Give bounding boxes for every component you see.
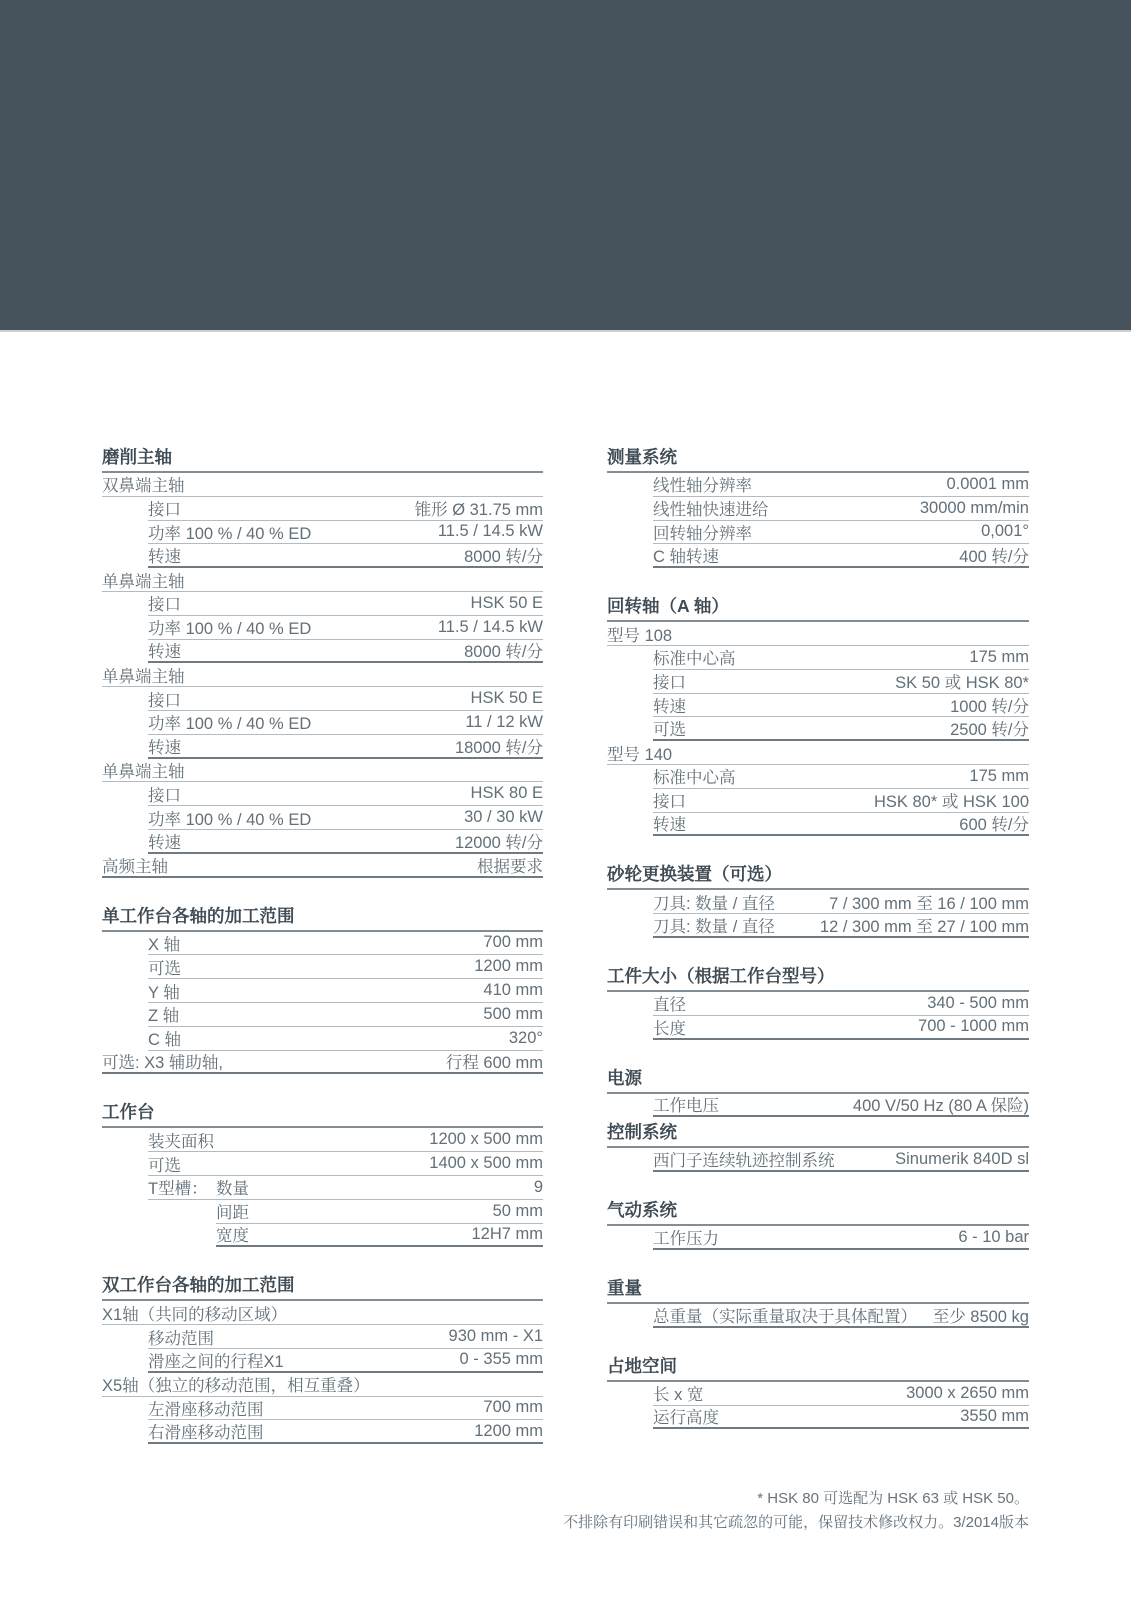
- footnotes: [563, 1487, 1029, 1534]
- spec-section: [607, 966, 1029, 1040]
- section-title: 回转轴（A 轴）: [607, 596, 1029, 622]
- spec-row: [653, 813, 1029, 837]
- section-title: 磨削主轴: [102, 447, 543, 473]
- row-label-prefix: T型槽：: [148, 1180, 208, 1199]
- row-label: 接口: [653, 793, 686, 812]
- row-value: 锥形 Ø 31.75 mm: [414, 501, 543, 520]
- spec-row: [653, 670, 1029, 694]
- spec-row: [607, 622, 1029, 646]
- spec-row: [148, 1349, 543, 1373]
- row-label: 总重量（实际重量取决于具体配置）: [653, 1307, 917, 1326]
- row-value: 8000 转/分: [464, 548, 543, 567]
- spec-row: [148, 640, 543, 664]
- row-value: 9: [533, 1177, 543, 1196]
- section-title: 测量系统: [607, 447, 1029, 473]
- row-label: 直径: [653, 996, 686, 1015]
- row-label: 可选: [148, 959, 181, 978]
- spec-row: [653, 521, 1029, 545]
- spec-row: [148, 955, 543, 979]
- spec-row: [102, 1373, 543, 1397]
- spec-section: [607, 1122, 1029, 1172]
- row-value: 0,001°: [981, 522, 1029, 541]
- spec-row: [148, 1420, 543, 1444]
- row-label: C 轴: [148, 1031, 181, 1050]
- spec-row: [148, 932, 543, 956]
- spec-row: [653, 1226, 1029, 1250]
- row-label: 接口: [148, 596, 181, 615]
- spec-row: [653, 717, 1029, 741]
- row-value: 11 / 12 kW: [465, 712, 543, 731]
- row-label: 转速: [148, 738, 181, 757]
- row-value: 根据要求: [477, 857, 543, 876]
- spec-row: [102, 1301, 543, 1325]
- section-title: 控制系统: [607, 1122, 1029, 1148]
- row-value: HSK 50 E: [470, 689, 543, 708]
- spec-row: [653, 646, 1029, 670]
- row-value: 6 - 10 bar: [958, 1227, 1029, 1246]
- row-label: 单鼻端主轴: [102, 667, 185, 686]
- row-value: 11.5 / 14.5 kW: [437, 522, 543, 541]
- footnote-disclaimer: 不排除有印刷错误和其它疏忽的可能，保留技术修改权力。3/2014版本: [563, 1513, 1029, 1531]
- row-value: 30000 mm/min: [919, 498, 1029, 517]
- row-label: 装夹面积: [148, 1132, 214, 1151]
- row-value: 12H7 mm: [471, 1224, 543, 1243]
- spec-row: [148, 1003, 543, 1027]
- row-value: 12 / 300 mm 至 27 / 100 mm: [819, 918, 1029, 937]
- spec-row: [148, 711, 543, 735]
- section-title: 工作台: [102, 1102, 543, 1128]
- row-label: X 轴: [148, 935, 181, 954]
- row-value: 175 mm: [969, 766, 1029, 785]
- row-label: C 轴转速: [653, 548, 719, 567]
- spec-row: [148, 616, 543, 640]
- row-label: 标准中心高: [653, 769, 736, 788]
- spec-row: [216, 1200, 543, 1224]
- row-label: 间距: [216, 1204, 249, 1223]
- section-title: 双工作台各轴的加工范围: [102, 1275, 543, 1301]
- spec-row: [148, 782, 543, 806]
- row-label: 左滑座移动范围: [148, 1400, 264, 1419]
- row-label: 宽度: [216, 1227, 249, 1246]
- spec-row: [148, 521, 543, 545]
- spec-row: [653, 473, 1029, 497]
- spec-row: [102, 1051, 543, 1075]
- spec-row: [653, 694, 1029, 718]
- row-value: 50 mm: [492, 1201, 543, 1220]
- row-label: 高频主轴: [102, 857, 168, 876]
- row-value: 11.5 / 14.5 kW: [437, 617, 543, 636]
- row-value: 1400 x 500 mm: [429, 1154, 543, 1173]
- row-value: 2500 转/分: [950, 721, 1029, 740]
- row-value: SK 50 或 HSK 80*: [895, 674, 1029, 693]
- spec-row: [148, 830, 543, 854]
- row-value: 340 - 500 mm: [927, 993, 1029, 1012]
- row-label: 单鼻端主轴: [102, 762, 185, 781]
- section-title: 占地空间: [607, 1356, 1029, 1382]
- row-label: 工作压力: [653, 1230, 719, 1249]
- row-value: 700 mm: [483, 1398, 543, 1417]
- row-value: 0.0001 mm: [946, 474, 1029, 493]
- row-value: HSK 80 E: [470, 784, 543, 803]
- row-value: Sinumerik 840D sl: [895, 1149, 1029, 1168]
- spec-row: [148, 544, 543, 568]
- spec-row: [148, 979, 543, 1003]
- column-left: [102, 447, 543, 1444]
- row-label: 线性轴分辨率: [653, 477, 752, 496]
- row-label: 运行高度: [653, 1409, 719, 1428]
- spec-row: [102, 568, 543, 592]
- spec-row: [653, 1148, 1029, 1172]
- row-value: 12000 转/分: [454, 833, 543, 852]
- spec-section: [607, 1068, 1029, 1118]
- spec-row: [148, 1325, 543, 1349]
- spec-row: [653, 544, 1029, 568]
- spec-section: [607, 1200, 1029, 1250]
- spec-row: [653, 1406, 1029, 1430]
- row-label: 线性轴快速进给: [653, 501, 769, 520]
- row-value: 3550 mm: [960, 1406, 1029, 1425]
- row-value: 30 / 30 kW: [464, 808, 543, 827]
- row-label: 接口: [148, 786, 181, 805]
- row-value: 1200 mm: [474, 1421, 543, 1440]
- row-value: 700 - 1000 mm: [918, 1017, 1029, 1036]
- row-value: 至少 8500 kg: [932, 1307, 1029, 1326]
- row-value: 500 mm: [483, 1004, 543, 1023]
- row-label: 转速: [148, 833, 181, 852]
- spec-row: [148, 806, 543, 830]
- spec-row: [148, 1397, 543, 1421]
- row-label: X1轴（共同的移动区域）: [102, 1305, 288, 1324]
- spec-row: [653, 914, 1029, 938]
- row-label: 回转轴分辨率: [653, 525, 752, 543]
- spec-row: [653, 1304, 1029, 1328]
- row-label: 接口: [653, 674, 686, 693]
- row-label: 可选: [653, 721, 686, 740]
- row-label: 长度: [653, 1019, 686, 1038]
- section-title: 砂轮更换装置（可选）: [607, 864, 1029, 890]
- spec-section: [102, 1275, 543, 1444]
- spec-row: [102, 663, 543, 687]
- row-label: 功率 100 % / 40 % ED: [148, 715, 312, 734]
- spec-section: [102, 906, 543, 1075]
- row-label: 接口: [148, 691, 181, 710]
- row-label: 转速: [653, 697, 686, 716]
- spec-row: [653, 789, 1029, 813]
- row-label: 滑座之间的行程X1: [148, 1352, 284, 1371]
- row-label: 单鼻端主轴: [102, 572, 185, 591]
- row-value: 400 V/50 Hz (80 A 保险): [852, 1097, 1029, 1116]
- row-label: 转速: [148, 643, 181, 662]
- section-title: 电源: [607, 1068, 1029, 1094]
- row-value: 7 / 300 mm 至 16 / 100 mm: [829, 894, 1029, 913]
- spec-row: [148, 592, 543, 616]
- row-label: 转速: [148, 548, 181, 567]
- spec-section: [607, 1278, 1029, 1328]
- spec-row: [148, 1027, 543, 1051]
- section-title: 气动系统: [607, 1200, 1029, 1226]
- spec-row: [102, 759, 543, 783]
- footnote-hsk: * HSK 80 可选配为 HSK 63 或 HSK 50。: [757, 1490, 1029, 1507]
- row-value: 1200 x 500 mm: [429, 1130, 543, 1149]
- spec-row: [653, 765, 1029, 789]
- row-label: 标准中心高: [653, 650, 736, 669]
- spec-row: [607, 741, 1029, 765]
- section-title: 工件大小（根据工作台型号）: [607, 966, 1029, 992]
- spec-row: [148, 497, 543, 521]
- row-value: 1200 mm: [474, 957, 543, 976]
- row-label: 长 x 宽: [653, 1386, 704, 1405]
- row-label: 刀具: 数量 / 直径: [653, 894, 775, 913]
- row-label: Y 轴: [148, 983, 180, 1002]
- row-value: HSK 50 E: [470, 593, 543, 612]
- row-label: 功率 100 % / 40 % ED: [148, 810, 312, 829]
- row-label: 型号 140: [607, 745, 673, 764]
- row-value: 行程 600 mm: [445, 1054, 543, 1073]
- section-title: 重量: [607, 1278, 1029, 1304]
- row-value: 1000 转/分: [950, 697, 1029, 716]
- spec-section: [607, 864, 1029, 938]
- row-value: 930 mm - X1: [448, 1327, 543, 1345]
- row-label: 可选: [148, 1156, 181, 1175]
- row-label: 功率 100 % / 40 % ED: [148, 525, 312, 543]
- spec-row: [148, 1128, 543, 1152]
- spec-row: [653, 890, 1029, 914]
- spec-row: [102, 854, 543, 878]
- spec-row: [216, 1224, 543, 1248]
- spec-section: [102, 447, 543, 878]
- row-label: 移动范围: [148, 1329, 214, 1348]
- row-value: 400 转/分: [959, 548, 1029, 567]
- section-title: 单工作台各轴的加工范围: [102, 906, 543, 932]
- row-value: 600 转/分: [959, 816, 1029, 835]
- row-value: 8000 转/分: [464, 643, 543, 662]
- hero-banner: [0, 0, 1131, 332]
- row-value: 410 mm: [483, 981, 543, 1000]
- spec-row: [148, 1152, 543, 1176]
- row-label: 双鼻端主轴: [102, 477, 185, 496]
- row-value: 320°: [508, 1028, 543, 1047]
- spec-row: [148, 735, 543, 759]
- row-label: X5轴（独立的移动范围，相互重叠）: [102, 1377, 370, 1396]
- row-label: 右滑座移动范围: [148, 1424, 264, 1443]
- spec-row: [653, 1094, 1029, 1118]
- row-label: 可选: X3 辅助轴,: [102, 1054, 224, 1073]
- spec-section: [607, 447, 1029, 568]
- row-value: 700 mm: [483, 933, 543, 952]
- row-label: 西门子连续轨迹控制系统: [653, 1152, 835, 1171]
- spec-row: [148, 1176, 543, 1200]
- row-label: 接口: [148, 501, 181, 520]
- spec-row: [653, 1016, 1029, 1040]
- row-label: 功率 100 % / 40 % ED: [148, 620, 312, 639]
- spec-section: [607, 1356, 1029, 1430]
- row-label: 工作电压: [653, 1097, 719, 1116]
- spec-row: [653, 1382, 1029, 1406]
- row-value: 0 - 355 mm: [459, 1350, 543, 1369]
- column-right: [607, 447, 1029, 1429]
- spec-row: [102, 473, 543, 497]
- row-value: 175 mm: [969, 647, 1029, 666]
- spec-section: [607, 596, 1029, 836]
- spec-row: [653, 497, 1029, 521]
- row-value: 18000 转/分: [454, 738, 543, 757]
- row-value: HSK 80* 或 HSK 100: [874, 793, 1029, 812]
- row-label: 刀具: 数量 / 直径: [653, 918, 775, 937]
- row-label: 型号 108: [607, 626, 673, 645]
- row-label: Z 轴: [148, 1007, 180, 1026]
- spec-row: [148, 687, 543, 711]
- spec-row: [653, 992, 1029, 1016]
- row-label: 转速: [653, 816, 686, 835]
- row-value: 3000 x 2650 mm: [906, 1383, 1029, 1402]
- row-label: 数量: [216, 1180, 249, 1199]
- spec-section: [102, 1102, 543, 1247]
